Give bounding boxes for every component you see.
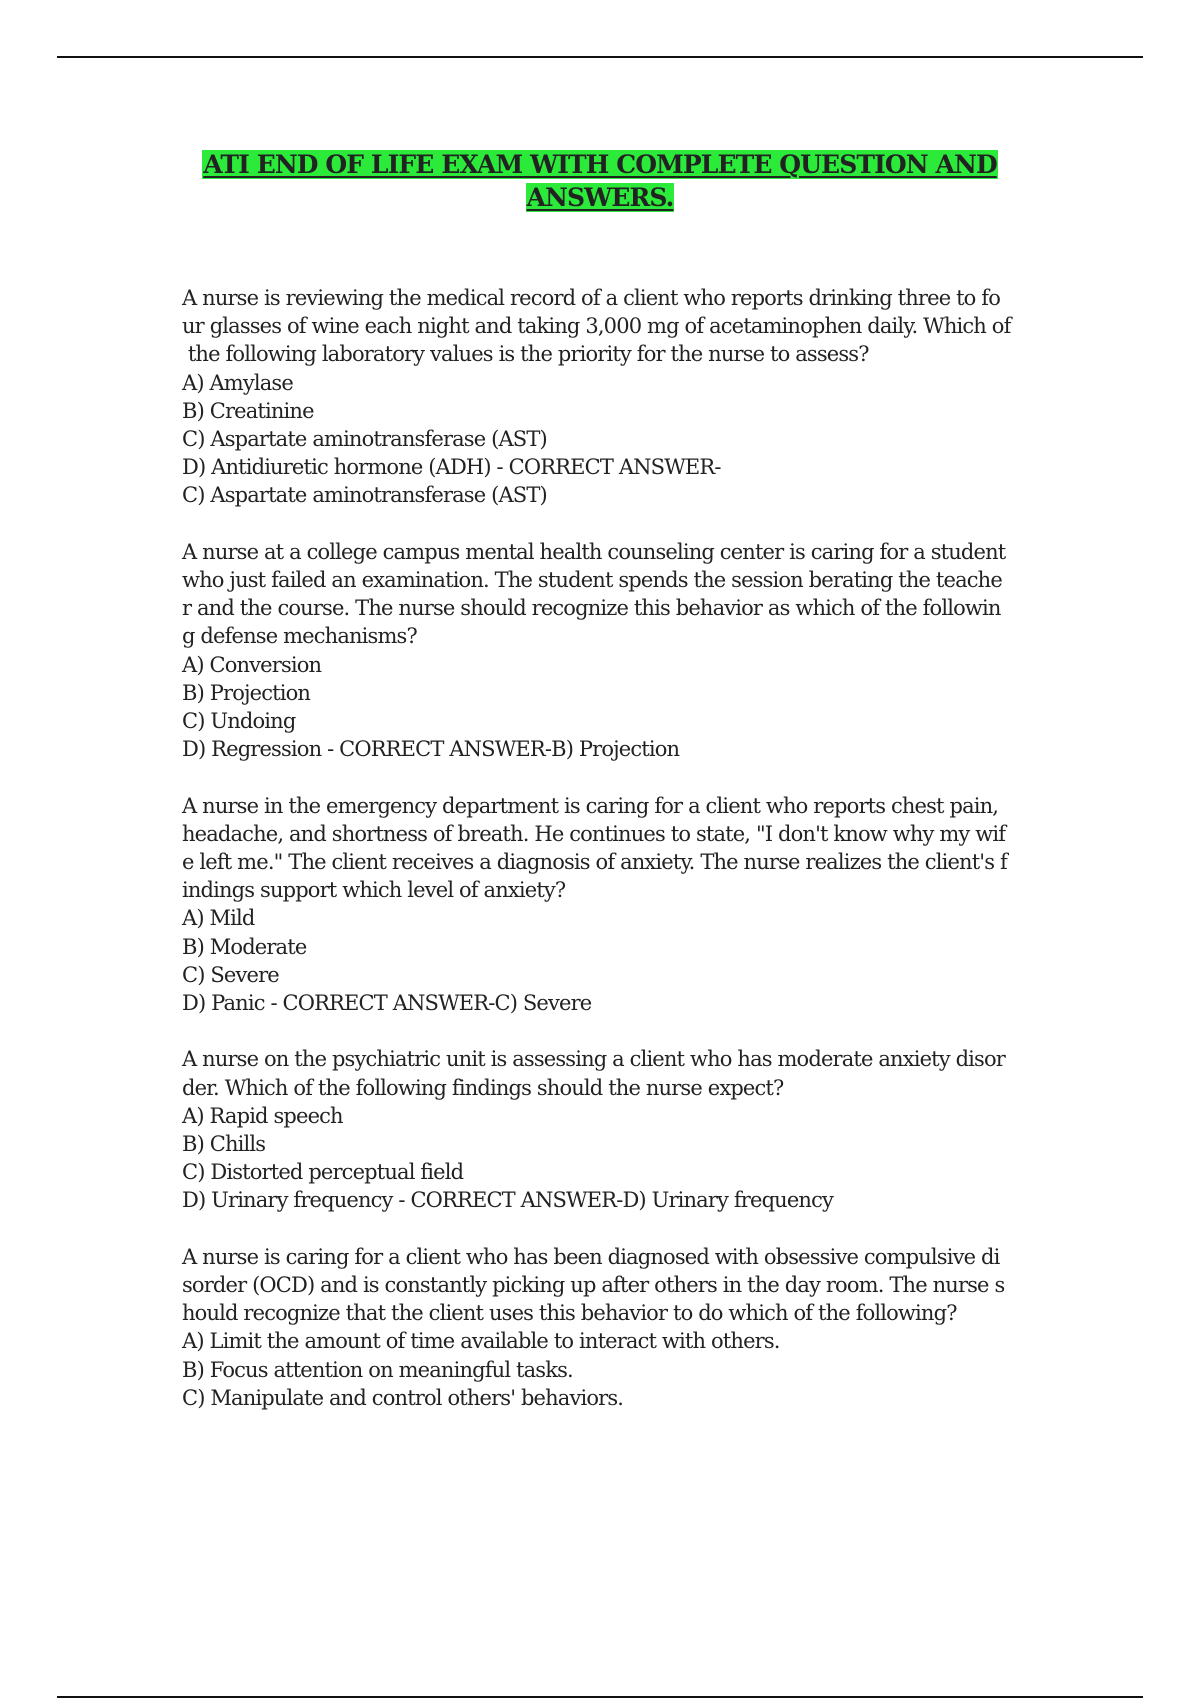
- option-b: B) Focus attention on meaningful tasks.: [182, 1357, 573, 1382]
- option-c: C) Undoing: [182, 709, 296, 734]
- title-line-1: ATI END OF LIFE EXAM WITH COMPLETE QUESTION AND: [203, 150, 997, 179]
- option-a: A) Conversion: [182, 652, 322, 677]
- title-line-2: ANSWERS.: [526, 183, 674, 212]
- question-1-text: A nurse is reviewing the medical record of a client who reports drinking three to fo: [182, 286, 1001, 310]
- question-1-text: ur glasses of wine each night and taking 3,000 mg of acetaminophen daily. Which of: [182, 314, 1011, 339]
- option-b: B) Creatinine: [182, 398, 314, 423]
- option-b: B) Chills: [182, 1132, 266, 1157]
- question-5-text: A nurse is caring for a client who has been diagnosed with obsessive compulsive di: [182, 1244, 1000, 1269]
- correct-answer: C) Aspartate aminotransferase (AST): [182, 483, 547, 508]
- option-d-with-answer: D) Urinary frequency - CORRECT ANSWER-D) Urinary frequency: [182, 1188, 834, 1213]
- question-3-text: A nurse in the emergency department is caring for a client who reports chest pain,: [182, 793, 999, 818]
- question-block-4: [182, 1045, 1062, 1214]
- question-2-text: A nurse at a college campus mental health counseling center is caring for a student: [182, 539, 1006, 564]
- question-5-text: sorder (OCD) and is constantly picking up after others in the day room. The nurse s: [182, 1273, 1005, 1298]
- question-block-3: [182, 792, 1062, 1018]
- document-title: [0, 148, 1200, 214]
- option-b: B) Projection: [182, 680, 311, 705]
- question-block-5: [182, 1243, 1062, 1412]
- question-2-text: r and the course. The nurse should recognize this behavior as which of the followin: [182, 596, 1001, 621]
- question-list: [182, 284, 1062, 1440]
- question-3-text: headache, and shortness of breath. He continues to state, "I don't know why my wif: [182, 821, 1006, 846]
- question-block-2: [182, 538, 1062, 764]
- option-d-with-answer: D) Panic - CORRECT ANSWER-C) Severe: [182, 991, 592, 1016]
- header-rule: [57, 56, 1143, 58]
- option-c: C) Manipulate and control others' behaviors.: [182, 1385, 624, 1410]
- option-b: B) Moderate: [182, 934, 307, 959]
- question-5-text: hould recognize that the client uses this behavior to do which of the following?: [182, 1301, 957, 1326]
- option-a: A) Limit the amount of time available to interact with others.: [182, 1329, 780, 1354]
- option-d-with-answer: D) Antidiuretic hormone (ADH) - CORRECT ANSWER-: [182, 455, 721, 480]
- question-2-text: who just failed an examination. The student spends the session berating the teache: [182, 568, 1002, 593]
- question-3-text: indings support which level of anxiety?: [182, 878, 566, 903]
- question-4-text: A nurse on the psychiatric unit is assessing a client who has moderate anxiety disor: [182, 1047, 1005, 1072]
- option-d-with-answer: D) Regression - CORRECT ANSWER-B) Projection: [182, 737, 680, 762]
- option-c: C) Severe: [182, 962, 279, 987]
- question-4-text: der. Which of the following findings should the nurse expect?: [182, 1075, 784, 1100]
- option-c: C) Distorted perceptual field: [182, 1160, 464, 1185]
- option-a: A) Mild: [182, 906, 255, 931]
- option-a: A) Amylase: [182, 370, 293, 395]
- option-c: C) Aspartate aminotransferase (AST): [182, 427, 547, 452]
- question-block-1: [182, 284, 1062, 510]
- question-1-text: the following laboratory values is the priority for the nurse to assess?: [182, 342, 869, 367]
- footer-rule: [57, 1696, 1143, 1698]
- question-2-text: g defense mechanisms?: [182, 624, 417, 649]
- option-a: A) Rapid speech: [182, 1103, 343, 1128]
- question-3-text: e left me." The client receives a diagnosis of anxiety. The nurse realizes the client's f: [182, 850, 1007, 875]
